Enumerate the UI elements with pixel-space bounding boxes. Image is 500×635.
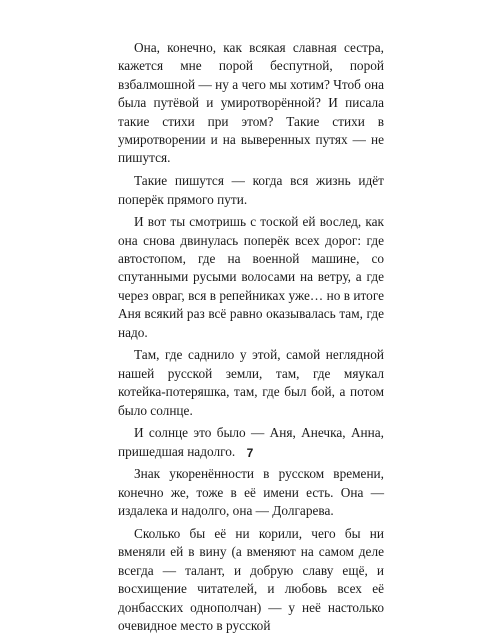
paragraph: Сколько бы её ни корили, чего бы ни вменяли ей в вину (а вменяют на самом деле всегда — талант, и добрую славу ещё, и восхищение читателей, и любовь всех её донбасских однополчан) — у неё настолько очевидное место в русской [118,525,384,633]
paragraph: И солнце это было — Аня, Анечка, Анна, пришедшая надолго. [118,425,384,459]
page-number: 7 [246,446,254,460]
paragraph: Она, конечно, как всякая славная сестра, кажется мне порой беспутной, порой взбалмошной — ну а чего мы хотим? Чтоб она была путёвой и умиротворённой? И писала такие стихи при этом? Такие стихи в умиротворении и на выверенных путях — не пишутся. [118,40,384,166]
body-text [118,39,384,635]
paragraph: Знак укоренённости в русском времени, конечно же, тоже в её имени есть. Она — издалека и надолго, она — Долгарева. [118,466,384,519]
paragraph: Там, где саднило у этой, самой неглядной нашей русской земли, там, где мяукал котейка-потеряшка, там, где был бой, а потом было солнце. [118,347,384,418]
paragraph: Такие пишутся — когда вся жизнь идёт поперёк прямого пути. [118,173,384,207]
paragraph: И вот ты смотришь с тоской ей вослед, как она снова двинулась поперёк всех дорог: где автостопом, где на военной машине, со спутанными русыми волосами на ветру, а где через овраг, вся в репейниках уже… но в итоге Аня всякий раз всё равно оказывалась там, где надо. [118,214,384,340]
